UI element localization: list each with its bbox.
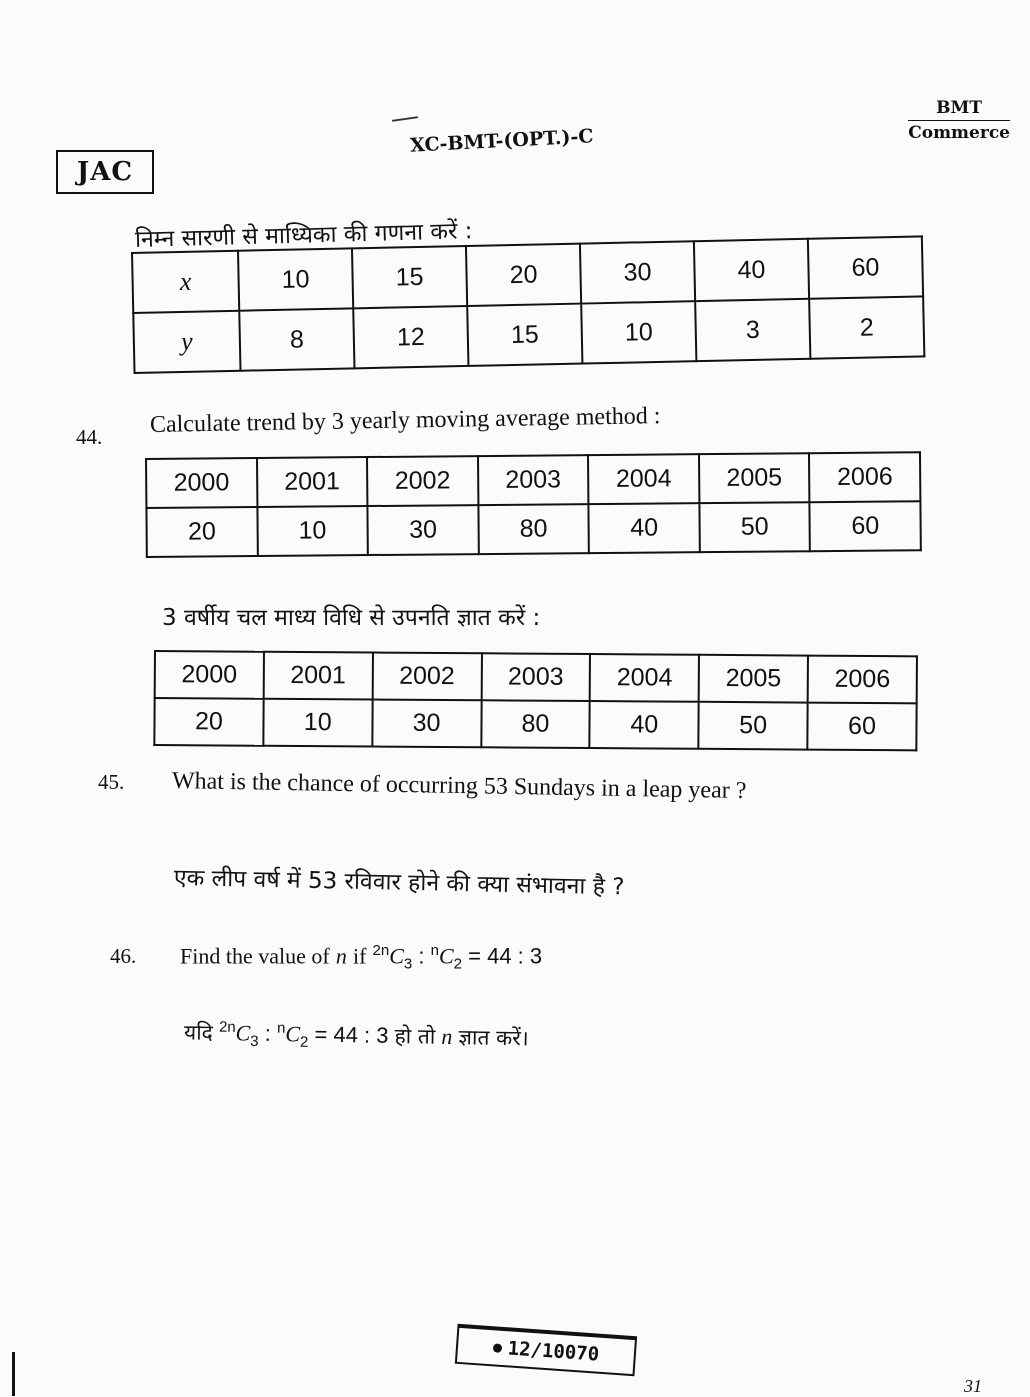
margin-mark xyxy=(12,1352,15,1396)
table-cell: 2000 xyxy=(155,651,264,699)
table-row-years xyxy=(146,452,920,508)
table-cell: 40 xyxy=(589,503,700,553)
table-cell: 2003 xyxy=(481,653,590,701)
table-cell: 15 xyxy=(467,304,582,366)
table-cell: 2002 xyxy=(367,456,478,506)
footer-code: 12/10070 xyxy=(506,1337,600,1366)
table-cell: 40 xyxy=(694,239,809,301)
table-cell: 80 xyxy=(481,700,590,748)
table-row-values xyxy=(146,501,920,557)
q46-hindi-mid: हो तो xyxy=(394,1024,436,1049)
superscript: 2n xyxy=(372,942,390,959)
bullet-icon xyxy=(492,1343,502,1353)
table-cell: 3 xyxy=(695,299,810,361)
q44-hindi: 3 वर्षीय चल माध्य विधि से उपनति ज्ञात करें : xyxy=(162,605,541,631)
q45-number: 45. xyxy=(98,770,125,794)
combination-symbol: C xyxy=(438,943,454,969)
table-cell: 30 xyxy=(372,700,481,748)
q45-english: What is the chance of occurring 53 Sundays in a leap year ? xyxy=(171,768,747,805)
q46-english xyxy=(180,942,542,973)
table-cell: 30 xyxy=(580,241,695,303)
combination-symbol: C xyxy=(389,943,404,969)
q43-hindi-prompt: निम्न सारणी से माध्यिका की गणना करें : xyxy=(134,218,473,253)
q46-hindi-suffix: ज्ञात करें। xyxy=(458,1025,529,1051)
table-row-values xyxy=(154,698,916,750)
q44-english-table xyxy=(145,451,922,558)
table-cell: 2005 xyxy=(699,655,808,703)
table-cell: 80 xyxy=(478,504,589,554)
subscript: 2 xyxy=(453,955,462,973)
table-cell: 20 xyxy=(466,244,581,306)
q46-hindi-prefix: यदि xyxy=(183,1020,214,1045)
superscript: 2n xyxy=(218,1018,236,1036)
table-cell: 2006 xyxy=(808,656,917,704)
table-cell: 50 xyxy=(699,702,808,750)
table-cell: 60 xyxy=(810,501,921,551)
q44-hindi-table xyxy=(153,650,918,751)
table-cell: 20 xyxy=(154,698,263,746)
table-cell: 10 xyxy=(257,506,368,556)
subscript: 3 xyxy=(403,955,413,973)
table-cell: 10 xyxy=(581,301,696,363)
table-cell: 60 xyxy=(808,236,923,298)
table-cell: 2 xyxy=(809,296,924,358)
q44-english: Calculate trend by 3 yearly moving average method : xyxy=(149,403,661,438)
table-cell: 20 xyxy=(146,507,257,557)
subject-divider xyxy=(908,120,1010,121)
table-cell: 15 xyxy=(352,246,467,308)
table-row-years xyxy=(155,651,917,703)
table-cell: 40 xyxy=(590,701,699,749)
row-label-y: y xyxy=(133,311,240,373)
q46-prefix: Find the value of xyxy=(180,943,330,969)
table-cell: 10 xyxy=(263,699,372,747)
q46-hindi xyxy=(184,1018,529,1055)
colon: : xyxy=(418,943,425,969)
table-cell: 10 xyxy=(238,248,353,310)
page-number: 31 xyxy=(964,1376,982,1396)
ratio: = 44 : 3 xyxy=(314,1021,389,1048)
board-label: JAC xyxy=(56,150,154,194)
ratio: = 44 : 3 xyxy=(468,943,543,969)
table-cell: 2000 xyxy=(146,458,257,508)
table-cell: 12 xyxy=(353,306,468,368)
footer-code-box xyxy=(455,1324,637,1376)
superscript: n xyxy=(430,942,439,959)
superscript: n xyxy=(276,1019,286,1037)
variable-n: n xyxy=(441,1023,453,1050)
row-label-x: x xyxy=(132,251,239,313)
table-cell: 50 xyxy=(699,502,810,552)
q43-frequency-table xyxy=(131,235,925,374)
table-cell: 2006 xyxy=(809,452,920,502)
q46-if: if xyxy=(352,943,367,969)
combination-symbol: C xyxy=(285,1021,301,1047)
table-cell: 60 xyxy=(807,703,916,751)
table-cell: 2004 xyxy=(588,454,699,504)
table-cell: 2001 xyxy=(264,652,373,700)
q44-number: 44. xyxy=(76,425,103,449)
table-cell: 30 xyxy=(368,505,479,555)
subject-code: BMT xyxy=(936,98,983,118)
top-pen-mark xyxy=(392,116,418,122)
variable-n: n xyxy=(335,943,347,969)
table-cell: 2005 xyxy=(699,453,810,503)
table-cell: 8 xyxy=(239,308,354,370)
table-cell: 2004 xyxy=(590,654,699,702)
q45-hindi: एक लीप वर्ष में 53 रविवार होने की क्या संभावना है ? xyxy=(173,865,625,901)
table-cell: 2002 xyxy=(372,653,481,701)
table-cell: 2003 xyxy=(478,455,589,505)
paper-code: XC-BMT-(OPT.)-C xyxy=(409,125,594,157)
table-cell: 2001 xyxy=(257,457,368,507)
colon: : xyxy=(264,1020,272,1046)
combination-symbol: C xyxy=(235,1020,251,1046)
subscript: 3 xyxy=(250,1032,259,1051)
subject-header xyxy=(908,98,1010,143)
subject-name: Commerce xyxy=(908,123,1010,143)
q46-number: 46. xyxy=(110,944,137,968)
subscript: 2 xyxy=(299,1033,309,1051)
